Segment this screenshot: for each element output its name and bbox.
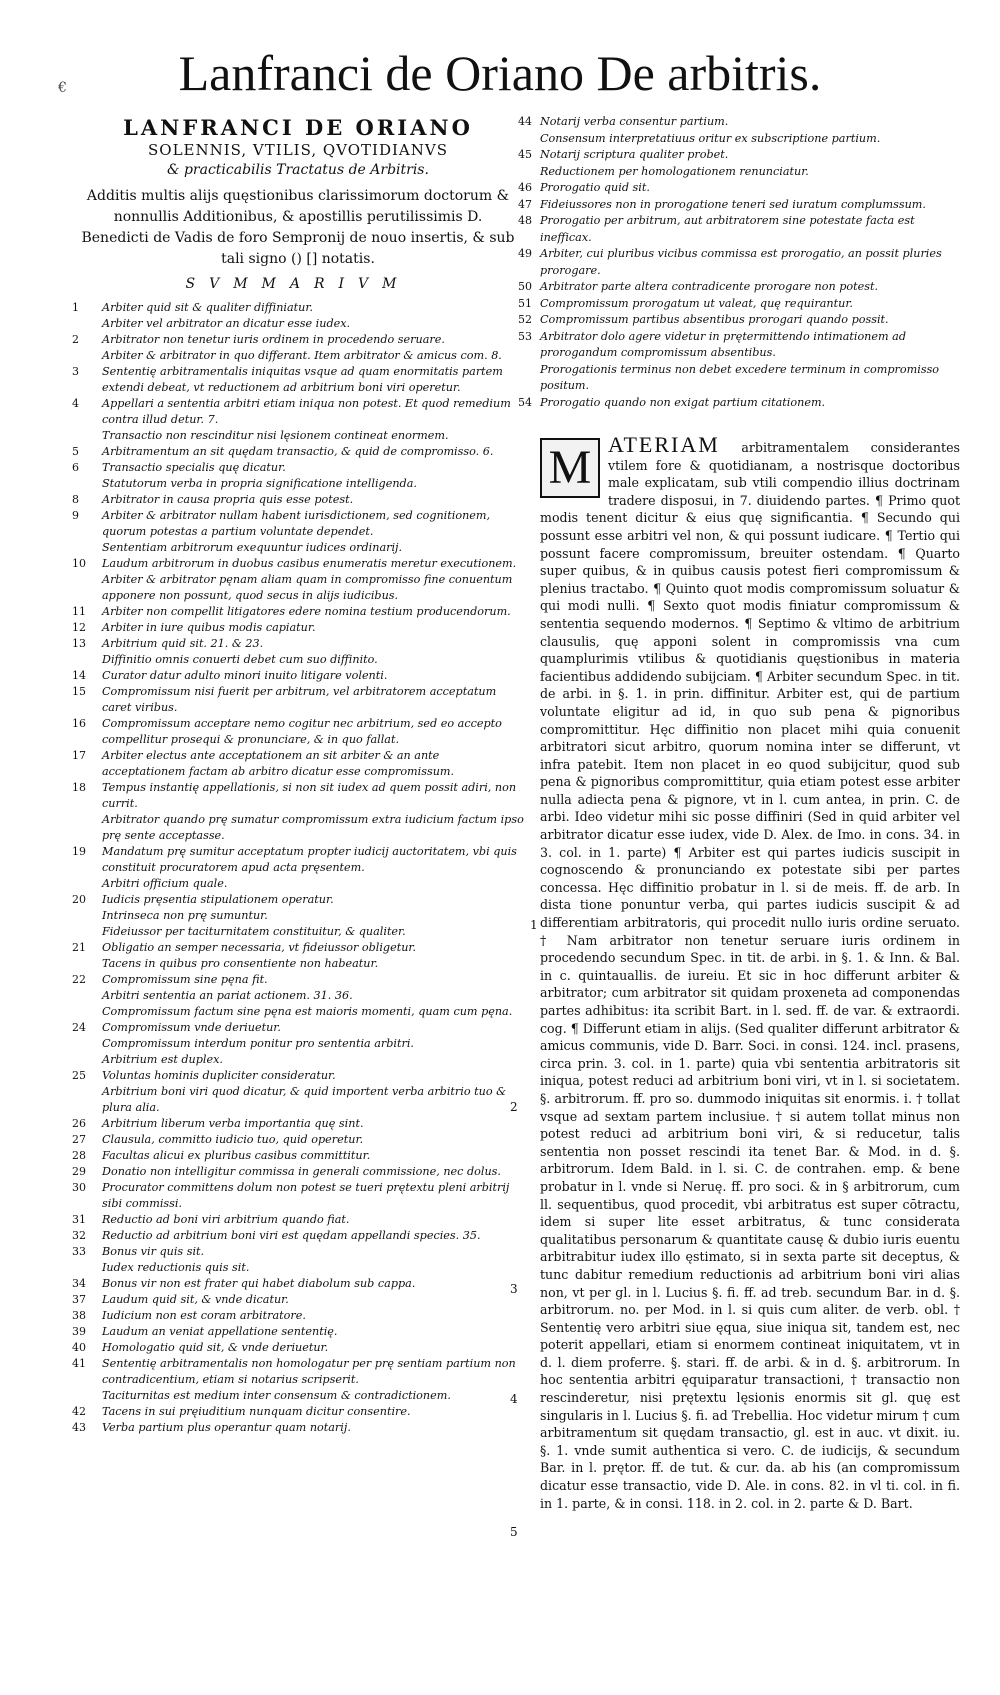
entry-text: Arbitrator non tenetur iuris ordinem in procedendo seruare. [102,333,445,346]
summary-entry [72,1084,524,1116]
summary-entry [518,296,960,313]
summary-entry [72,572,524,604]
entry-text: Facultas alicui ex pluribus casibus committitur. [102,1149,371,1162]
entry-text: Sententię arbitramentalis iniquitas vsque ad quam enormitatis partem extendi debeat, vt reductionem ad arbitrium boni viri operetur. [102,365,503,394]
entry-number: 26 [72,1117,86,1130]
entry-number: 9 [72,509,79,522]
entry-text: Arbitrator in causa propria quis esse potest. [102,493,354,506]
entry-text: Arbiter quid sit & qualiter diffiniatur. [102,301,314,314]
entry-number: 18 [72,781,86,794]
entry-text: Tempus instantię appellationis, si non sit iudex ad quem possit adiri, non currit. [102,781,517,810]
entry-number: 29 [72,1165,86,1178]
entry-number: 1 [72,301,79,314]
entry-number: 46 [518,181,532,194]
entry-text: Procurator committens dolum non potest se tueri prętextu pleni arbitrij sibi commissi. [102,1181,510,1210]
entry-text: Laudum an veniat appellatione sententię. [102,1325,338,1338]
summary-entry [72,444,524,460]
entry-text: Fideiussor per taciturnitatem constituitur, & qualiter. [102,925,406,938]
entry-number: 27 [72,1133,86,1146]
summary-entry [72,876,524,892]
entry-number: 34 [72,1277,86,1290]
entry-text: Arbiter non compellit litigatores edere nomina testium producendorum. [102,605,511,618]
summary-entry [72,1340,524,1356]
summary-entry [72,300,524,316]
entry-number: 17 [72,749,86,762]
decorated-initial: M [540,438,600,498]
entry-number: 5 [72,445,79,458]
summary-entry [72,652,524,668]
entry-text: Compromissum prorogatum ut valeat, quę requirantur. [540,296,853,310]
entry-text: Arbiter, cui pluribus vicibus commissa est prorogatio, an possit pluries prorogare. [540,247,942,277]
entry-text: Arbitrium liberum verba importantia quę sint. [102,1117,364,1130]
left-column [72,116,524,1436]
summary-entry [72,1068,524,1084]
entry-text: Bonus vir quis sit. [102,1245,205,1258]
entry-text: Arbiter in iure quibus modis capiatur. [102,621,316,634]
entry-text: Statutorum verba in propria significatione intelligenda. [102,477,417,490]
entry-number: 19 [72,845,86,858]
entry-number: 32 [72,1229,86,1242]
summary-entry [518,197,960,214]
summary-entry [72,604,524,620]
entry-number: 45 [518,148,532,161]
summary-entry [72,348,524,364]
entry-text: Sententię arbitramentalis non homologatur per prę sentiam partium non contradicentium, etiam si notarius scripserit. [102,1357,516,1386]
entry-text: Clausula, committo iudicio tuo, quid operetur. [102,1133,364,1146]
entry-text: Prorogationis terminus non debet excedere terminum in compromisso positum. [540,362,940,392]
entry-number: 38 [72,1309,86,1322]
entry-text: Arbitrator quando prę sumatur compromissum extra iudicium factum ipso prę sente acceptasse. [102,813,524,842]
summary-entry [72,1132,524,1148]
entry-text: Arbiter & arbitrator in quo differant. Item arbitrator & amicus com. 8. [102,349,502,362]
summary-entry [72,540,524,556]
summary-entry [72,508,524,540]
summary-entry [72,332,524,348]
entry-text: Compromissum interdum ponitur pro sententia arbitri. [102,1037,414,1050]
title-line-1: LANFRANCI DE ORIANO [123,115,473,140]
entry-text: Fideiussores non in prorogatione teneri sed iuratum complumssum. [540,197,926,211]
entry-number: 42 [72,1405,86,1418]
entry-text: Arbiter & arbitrator pęnam aliam quam in compromisso fine conuentum apponere non possunt, quod secus in alijs iudicibus. [102,573,513,602]
running-head: Lanfranci de Oriano De arbitris. [178,45,822,101]
summary-entry [72,620,524,636]
entry-number: 15 [72,685,86,698]
summary-entry [72,1244,524,1260]
summary-entry [72,1052,524,1068]
entry-text: Iudicis pręsentia stipulationem operatur. [102,893,334,906]
summary-entry [72,988,524,1004]
summary-entry [72,780,524,812]
entry-number: 30 [72,1181,86,1194]
summary-entry [72,716,524,748]
entry-text: Arbitrator parte altera contradicente prorogare non potest. [540,280,879,293]
entry-number: 6 [72,461,79,474]
entry-number: 16 [72,717,86,730]
main-text [540,432,960,1512]
entry-text: Consensum interpretatiuus oritur ex subscriptione partium. [540,131,881,145]
entry-text: Reductionem per homologationem renunciatur. [540,164,809,178]
entry-number: 37 [72,1293,86,1306]
summary-entry [72,492,524,508]
summary-entry [540,362,960,395]
entry-number: 2 [72,333,79,346]
entry-text: Homologatio quid sit, & vnde deriuetur. [102,1341,329,1354]
summary-entry [72,556,524,572]
entry-text: Prorogatio per arbitrum, aut arbitratorem sine potestate facta est inefficax. [540,214,915,244]
summary-entry [72,940,524,956]
entry-number: 25 [72,1069,86,1082]
summary-entry [72,1292,524,1308]
entry-text: Tacens in quibus pro consentiente non habeatur. [102,957,379,970]
summary-entry [72,1388,524,1404]
entry-number: 39 [72,1325,86,1338]
summary-entry [72,1276,524,1292]
summary-entry [72,956,524,972]
entry-text: Compromissum partibus absentibus prorogari quando possit. [540,313,889,326]
summary-entry [72,1420,524,1436]
margin-number: 2 [510,1100,518,1114]
entry-number: 31 [72,1213,86,1226]
summary-entry [72,684,524,716]
entry-text: Transactio specialis quę dicatur. [102,461,286,474]
entry-text: Appellari a sententia arbitri etiam iniqua non potest. Et quod remedium contra illud detur. 7. [102,397,511,426]
summary-entry [72,476,524,492]
entry-number: 22 [72,973,86,986]
entry-text: Compromissum sine pęna fit. [102,973,268,986]
summary-entry [72,892,524,908]
summary-entry [72,396,524,428]
entry-text: Intrinseca non prę sumuntur. [102,909,268,922]
entry-number: 41 [72,1357,86,1370]
summary-entry [72,812,524,844]
additis-note: Additis multis alijs quęstionibus clarissimorum doctorum & nonnullis Additionibus, & apostillis perutilissimis D. Benedicti de Vadis de foro Sempronij de nouo insertis, & sub tali signo () [] notatis. [81,188,515,267]
summary-entry [72,844,524,876]
summary-entry [72,1148,524,1164]
entry-text: Bonus vir non est frater qui habet diabolum sub cappa. [102,1277,416,1290]
opening-word: ATERIAM [608,432,720,457]
entry-number: 24 [72,1021,86,1034]
entry-text: Obligatio an semper necessaria, vt fideiussor obligetur. [102,941,417,954]
entry-text: Notarij verba consentur partium. [540,115,729,128]
summary-entry [72,428,524,444]
summary-entry [72,1180,524,1212]
summary-entry [72,1356,524,1388]
entry-text: Compromissum factum sine pęna est maioris momenti, quam cum pęna. [102,1005,513,1018]
title-line-2: SOLENNIS, VTILIS, QVOTIDIANVS [148,141,448,159]
entry-text: Arbitri officium quale. [102,877,228,890]
summary-entry [518,180,960,197]
entry-number: 28 [72,1149,86,1162]
summary-list-right [518,114,960,411]
entry-number: 13 [72,637,86,650]
summary-entry [72,748,524,780]
summary-entry [518,395,960,412]
summary-entry [72,460,524,476]
summary-entry [518,114,960,131]
summary-entry [518,246,960,279]
entry-text: Mandatum prę sumitur acceptatum propter iudicij auctoritatem, vbi quis constituit procuratorem apud acta pręsentem. [102,845,517,874]
entry-text: Arbitri sententia an pariat actionem. 31. 36. [102,989,353,1002]
entry-number: 33 [72,1245,86,1258]
summary-entry [518,213,960,246]
entry-text: Donatio non intelligitur commissa in generali commissione, nec dolus. [102,1165,501,1178]
entry-text: Arbiter & arbitrator nullam habent iurisdictionem, sed cognitionem, quorum potestas a partium voluntate dependet. [102,509,491,538]
entry-text: Laudum quid sit, & vnde dicatur. [102,1293,289,1306]
entry-text: Reductio ad boni viri arbitrium quando fiat. [102,1213,350,1226]
entry-number: 43 [72,1421,86,1434]
summary-entry [72,1212,524,1228]
title-line-3: & practicabilis Tractatus de Arbitris. [167,162,429,178]
summary-entry [72,1260,524,1276]
entry-text: Tacens in sui pręiuditium nunquam dicitur consentire. [102,1405,411,1418]
summary-entry [72,1324,524,1340]
stray-mark: € [58,80,67,96]
entry-text: Sententiam arbitrorum exequuntur iudices ordinarij. [102,541,403,554]
margin-number: 5 [510,1525,518,1539]
summary-entry [72,1164,524,1180]
entry-text: Transactio non rescinditur nisi lęsionem contineat enormem. [102,429,449,442]
entry-number: 10 [72,557,86,570]
entry-text: Verba partium plus operantur quam notarij. [102,1421,351,1434]
summary-entry [72,1116,524,1132]
summary-list-left [72,300,524,1436]
entry-number: 52 [518,313,532,326]
entry-text: Arbitrium quid sit. 21. & 23. [102,637,264,650]
entry-text: Iudex reductionis quis sit. [102,1261,250,1274]
entry-number: 21 [72,941,86,954]
entry-text: Compromissum acceptare nemo cogitur nec arbitrium, sed eo accepto compellitur prosequi & pronunciare, & in quo fallat. [102,717,502,746]
entry-number: 51 [518,296,532,310]
entry-number: 53 [518,329,532,343]
entry-number: 12 [72,621,86,634]
summary-entry [540,164,960,181]
entry-number: 48 [518,214,532,227]
summary-entry [72,1404,524,1420]
body-paragraph: arbitramentalem considerantes vtilem fore & quotidianam, a nostrisque doctoribus male explicatam, sub vtili compendio illius doctrinam tradere disposui, in 7. diuidendo partes. ¶ Primo quot modis tenent dicitur & eius quę significantia. ¶ Secundo qui possunt esse arbitri vel non, & qui possunt iudicare. ¶ Tertio qui possunt facere compromissum, breuiter ostendam. ¶ Quarto super quibus, & in quibus causis potest fieri compromissum & plenius tractabo. ¶ Quinto quot modis compromissum soluatur & qui modi nulli. ¶ Sexto quot modis finiatur compromissum & sententia sequendo modernos. ¶ Septimo & vltimo de arbitrium clausulis, quę apponi solent in compromissis vna cum quamplurimis vtilibus & quotidianis quęstionibus in materia facientibus addidendo subijciam. ¶ Arbiter secundum Spec. in tit. de arbi. in §. 1. in prin. diffinitur. Arbiter est, qui de partium voluntate eligitur ad id, in quo sub pena & pignoribus compromittitur. Hęc diffinitio non placet mihi quia conuenit arbitratori sicut arbitro, quorum nomina inter se differunt, vt infra patebit. Item non placet in eo quod subijcitur, quod sub pena & pignoribus compromittitur, quia etiam potest esse arbiter nulla adiecta pena & pignore, vt in l. cum antea, in prin. C. de arbi. Ideo videtur mihi sic posse diffiniri (Sed in quid arbiter vel arbitrator dicatur esse iudex, vide D. Alex. de Imo. in cons. 34. in 3. col. in 1. parte) ¶ Arbiter est qui partes iudicis suscipit in cognoscendo & pronunciando ex potestate sibi per partes concessa. Hęc diffinitio probatur in l. si de meis. ff. de arb. In dista tione ponuntur verba, qui partes iudicis suscipit & ad differentiam arbitratoris, qui procedit nullo iuris ordine seruato. † Nam arbitrator non tenetur seruare iuris ordinem in procedendo secundum Spec. in tit. de arbi. in §. 1. & Inn. & Bal. in c. quintauallis. de iureiu. Et sic in hoc differunt arbiter & arbitrator; cum arbitrator sit quidam proxeneta ad componendas partes adhibitus: ita scribit Bart. in l. sed. ff. de var. & extraordi. cog. ¶ Differunt etiam in alijs. (Sed qualiter differunt arbitrator & amicus communis, vide D. Barr. Soci. in consi. 124. incl. prasens, circa prin. 3. col. in 1. parte) quia vbi sententia arbitratoris sit iniqua, potest reduci ad arbitrium boni viri, vt in l. si societatem. §. arbitrorum. ff. pro so. dummodo iniquitas sit enormis. i. † tollat vsque ad sextam partem inclusiue. † si autem tollat minus non potest reduci ad arbitrium boni viri, & si reducetur, talis sententia non posset rescindi ita tenet Bar. & Mod. in d. §. arbitrorum. Idem Bald. in l. si. C. de contrahen. emp. & bene probatur in l. vnde si Neruę. ff. pro soci. & in § arbitrorum, cum ll. sequentibus, quod procedit, vbi arbitratus est super cōtractu, idem si super lite esset arbitratus, & tunc considerata qualitatibus personarum & quantitate causę & dubio iuris euentu arbitrabitur iudex illo ęstimato, si in sexta parte sit deceptus, & tunc dabitur remedium reductionis ad arbitrium boni viri alias non, vt per gl. in l. Lucius §. fi. ff. ad treb. secundum Bar. in d. §. arbitrorum. no. per Mod. in l. si quis cum aliter. de verb. obl. † Sententię vero arbitri siue ęqua, siue iniqua sit, tandem est, nec poterit appellari, etiam si enormem contineat iniquitatem, vt in d. l. diem proferre. §. stari. ff. de arbi. & in d. §. arbitrorum. In hoc sententia arbitri ęquiparatur transactioni, † transactio non rescinderetur, nisi prętextu lęsionis enormis sit gl. quę est singularis in l. Lucius §. fi. ad Trebellia. Hoc videtur mirum † cum arbitramentum sit quędam transactio, gl. est in auc. vt dixit. iu. §. 1. vnde sumit authentica si vero. C. de iudicijs, & secundum Bar. in l. prętor. ff. de tut. & cur. da. ab his (an compromissum dicatur esse transactio, vide D. Ale. in cons. 82. in vl ti. col. in fi. in 1. parte, & in consi. 118. in 2. col. in 2. parte & D. Bart. [540,440,960,1511]
entry-text: Reductio ad arbitrium boni viri est quędam appellandi species. 35. [102,1229,481,1242]
margin-number: 3 [510,1282,518,1296]
summary-entry [72,972,524,988]
entry-text: Arbiter vel arbitrator an dicatur esse iudex. [102,317,351,330]
summary-entry [72,1308,524,1324]
entry-text: Arbitrium boni viri quod dicatur, & quid importent verba arbitrio tuo & plura alia. [102,1085,507,1114]
entry-text: Taciturnitas est medium inter consensum & contradictionem. [102,1389,451,1402]
summary-entry [72,668,524,684]
entry-number: 14 [72,669,86,682]
entry-text: Notarij scriptura qualiter probet. [540,148,729,161]
entry-text: Prorogatio quando non exigat partium citationem. [540,395,826,409]
entry-number: 40 [72,1341,86,1354]
summary-entry [72,1036,524,1052]
summary-entry [518,279,960,296]
summary-entry [72,364,524,396]
summary-entry [72,908,524,924]
entry-text: Laudum arbitrorum in duobus casibus enumeratis meretur executionem. [102,557,517,570]
entry-text: Compromissum vnde deriuetur. [102,1021,281,1034]
summarium-heading: SVMMARIVM [185,276,411,292]
summary-entry [540,131,960,148]
entry-text: Arbitramentum an sit quędam transactio, & quid de compromisso. 6. [102,445,494,458]
summary-entry [72,1228,524,1244]
summary-entry [72,1004,524,1020]
summary-entry [72,316,524,332]
entry-text: Arbitrator dolo agere videtur in prętermittendo intimationem ad prorogandum compromissum absentibus. [540,329,907,359]
entry-number: 4 [72,397,79,410]
summary-entry [518,329,960,362]
entry-text: Iudicium non est coram arbitratore. [102,1309,306,1322]
entry-text: Arbiter electus ante acceptationem an sit arbiter & an ante acceptationem factam ab arbitro dicatur esse compromissum. [102,749,455,778]
entry-number: 3 [72,365,79,378]
entry-text: Compromissum nisi fuerit per arbitrum, vel arbitratorem acceptatum caret viribus. [102,685,497,714]
entry-text: Arbitrium est duplex. [102,1053,223,1066]
entry-text: Voluntas hominis dupliciter consideratur. [102,1069,336,1082]
entry-number: 47 [518,197,532,211]
entry-number: 50 [518,280,532,293]
summary-entry [72,1020,524,1036]
entry-number: 44 [518,115,532,128]
summary-entry [72,924,524,940]
summary-entry [72,636,524,652]
entry-number: 11 [72,605,86,618]
margin-number: 4 [510,1392,518,1406]
entry-text: Curator datur adulto minori inuito litigare volenti. [102,669,388,682]
entry-number: 54 [518,395,532,409]
entry-text: Diffinitio omnis conuerti debet cum suo diffinito. [102,653,378,666]
summary-entry [518,147,960,164]
entry-number: 8 [72,493,79,506]
entry-number: 49 [518,247,532,260]
entry-number: 20 [72,893,86,906]
summary-entry [518,312,960,329]
entry-text: Prorogatio quid sit. [540,181,650,194]
margin-number: 1 [530,918,538,932]
